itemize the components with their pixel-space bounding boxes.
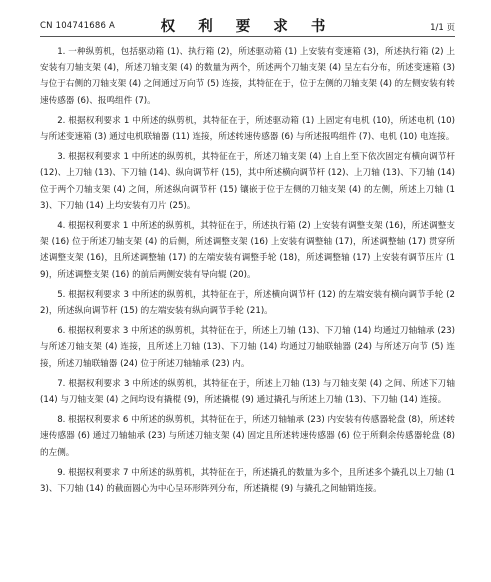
claim-6: 6. 根据权利要求 3 中所述的纵剪机，其特征在于，所述上刀轴 (13)、下刀轴 (14) 均通过刀轴轴承 (23) 与所述刀轴支架 (4) 连接，且所述上刀轴 (13)、下刀轴 (14) 均通过刀轴联轴器 (24) 与所述万向节 (5) 连接，所述刀轴联轴器 (24) 位于所述刀轴轴承 (23) 内。 — [40, 326, 455, 369]
claim-5: 5. 根据权利要求 3 中所述的纵剪机，其特征在于，所述横向调节杆 (12) 的左端安装有横向调节手轮 (22)，所述纵向调节杆 (15) 的左端安装有纵向调节手轮 (21)。 — [40, 289, 455, 317]
claim-9: 9. 根据权利要求 7 中所述的纵剪机，其特征在于，所述撬孔的数量为多个，且所述多个撬孔以上刀轴 (13)、下刀轴 (14) 的截面圆心为中心呈环形阵列分布，所述撬棍 (9) 与撬孔之间轴销连接。 — [40, 467, 455, 495]
claims-list — [40, 44, 455, 497]
claim-8: 8. 根据权利要求 6 中所述的纵剪机，其特征在于，所述刀轴轴承 (23) 内安装有传感器轮盘 (8)，所述转速传感器 (6) 通过刀轴轴承 (23) 与所述刀轴支架 (4) 固定且所述转速传感器 (6) 位于所剩余传感器轮盘 (8) 的左侧。 — [40, 415, 455, 458]
header-rule — [40, 36, 455, 37]
publication-number: CN 104741686 A — [40, 21, 115, 31]
page-header — [40, 0, 455, 40]
claim-3: 3. 根据权利要求 1 中所述的纵剪机，其特征在于，所述刀轴支架 (4) 上自上至下依次固定有横向调节杆 (12)、上刀轴 (13)、下刀轴 (14)、纵向调节杆 (15)，其中所述横向调节杆 (12)、上刀轴 (13)、下刀轴 (14) 位于两个刀轴支架 (4) 之间，所述纵向调节杆 (15) 镶嵌于位于左侧的刀轴支架 (4) 的左侧，所述上刀轴 (13)、下刀轴 (14) 上均安装有刀片 (25)。 — [40, 152, 455, 211]
claim-4: 4. 根据权利要求 1 中所述的纵剪机，其特征在于，所述执行箱 (2) 上安装有调整支架 (16)，所述调整支架 (16) 位于所述刀轴支架 (4) 的后侧，所述调整支架 (16) 上安装有调整轴 (17)，所述调整轴 (17) 贯穿所述调整支架 (16)，且所述调整轴 (17) 的左端安装有调整手轮 (18)，所述调整轴 (17) 上安装有调节压片 (19)，所述调整支架 (16) 的前后两侧安装有导向辊 (20)。 — [40, 221, 455, 280]
claim-7: 7. 根据权利要求 3 中所述的纵剪机，其特征在于，所述上刀轴 (13) 与刀轴支架 (4) 之间、所述下刀轴 (14) 与刀轴支架 (4) 之间均设有撬棍 (9)，所述撬棍 (9) 通过撬孔与所述上刀轴 (13)、下刀轴 (14) 连接。 — [40, 378, 455, 406]
page-number: 1/1 页 — [430, 23, 455, 33]
claim-2: 2. 根据权利要求 1 中所述的纵剪机，其特征在于，所述驱动箱 (1) 上固定有电机 (10)，所述电机 (10) 与所述变速箱 (3) 通过电机联轴器 (11) 连接，所述转速传感器 (6) 与所述报鸣组件 (7)、电机 (10) 电连接。 — [40, 115, 455, 143]
claim-1: 1. 一种纵剪机，包括驱动箱 (1)、执行箱 (2)，所述驱动箱 (1) 上安装有变速箱 (3)，所述执行箱 (2) 上安装有刀轴支架 (4)，所述刀轴支架 (4) 的数量为两个，所述两个刀轴支架 (4) 呈左右分布，所述变速箱 (3) 与位于右侧的刀轴支架 (4) 之间通过万向节 (5) 连接，其特征在于，位于左侧的刀轴支架 (4) 的左侧安装有转速传感器 (6)、报鸣组件 (7)。 — [40, 47, 455, 106]
document-title: 权 利 要 求 书 — [160, 18, 335, 35]
